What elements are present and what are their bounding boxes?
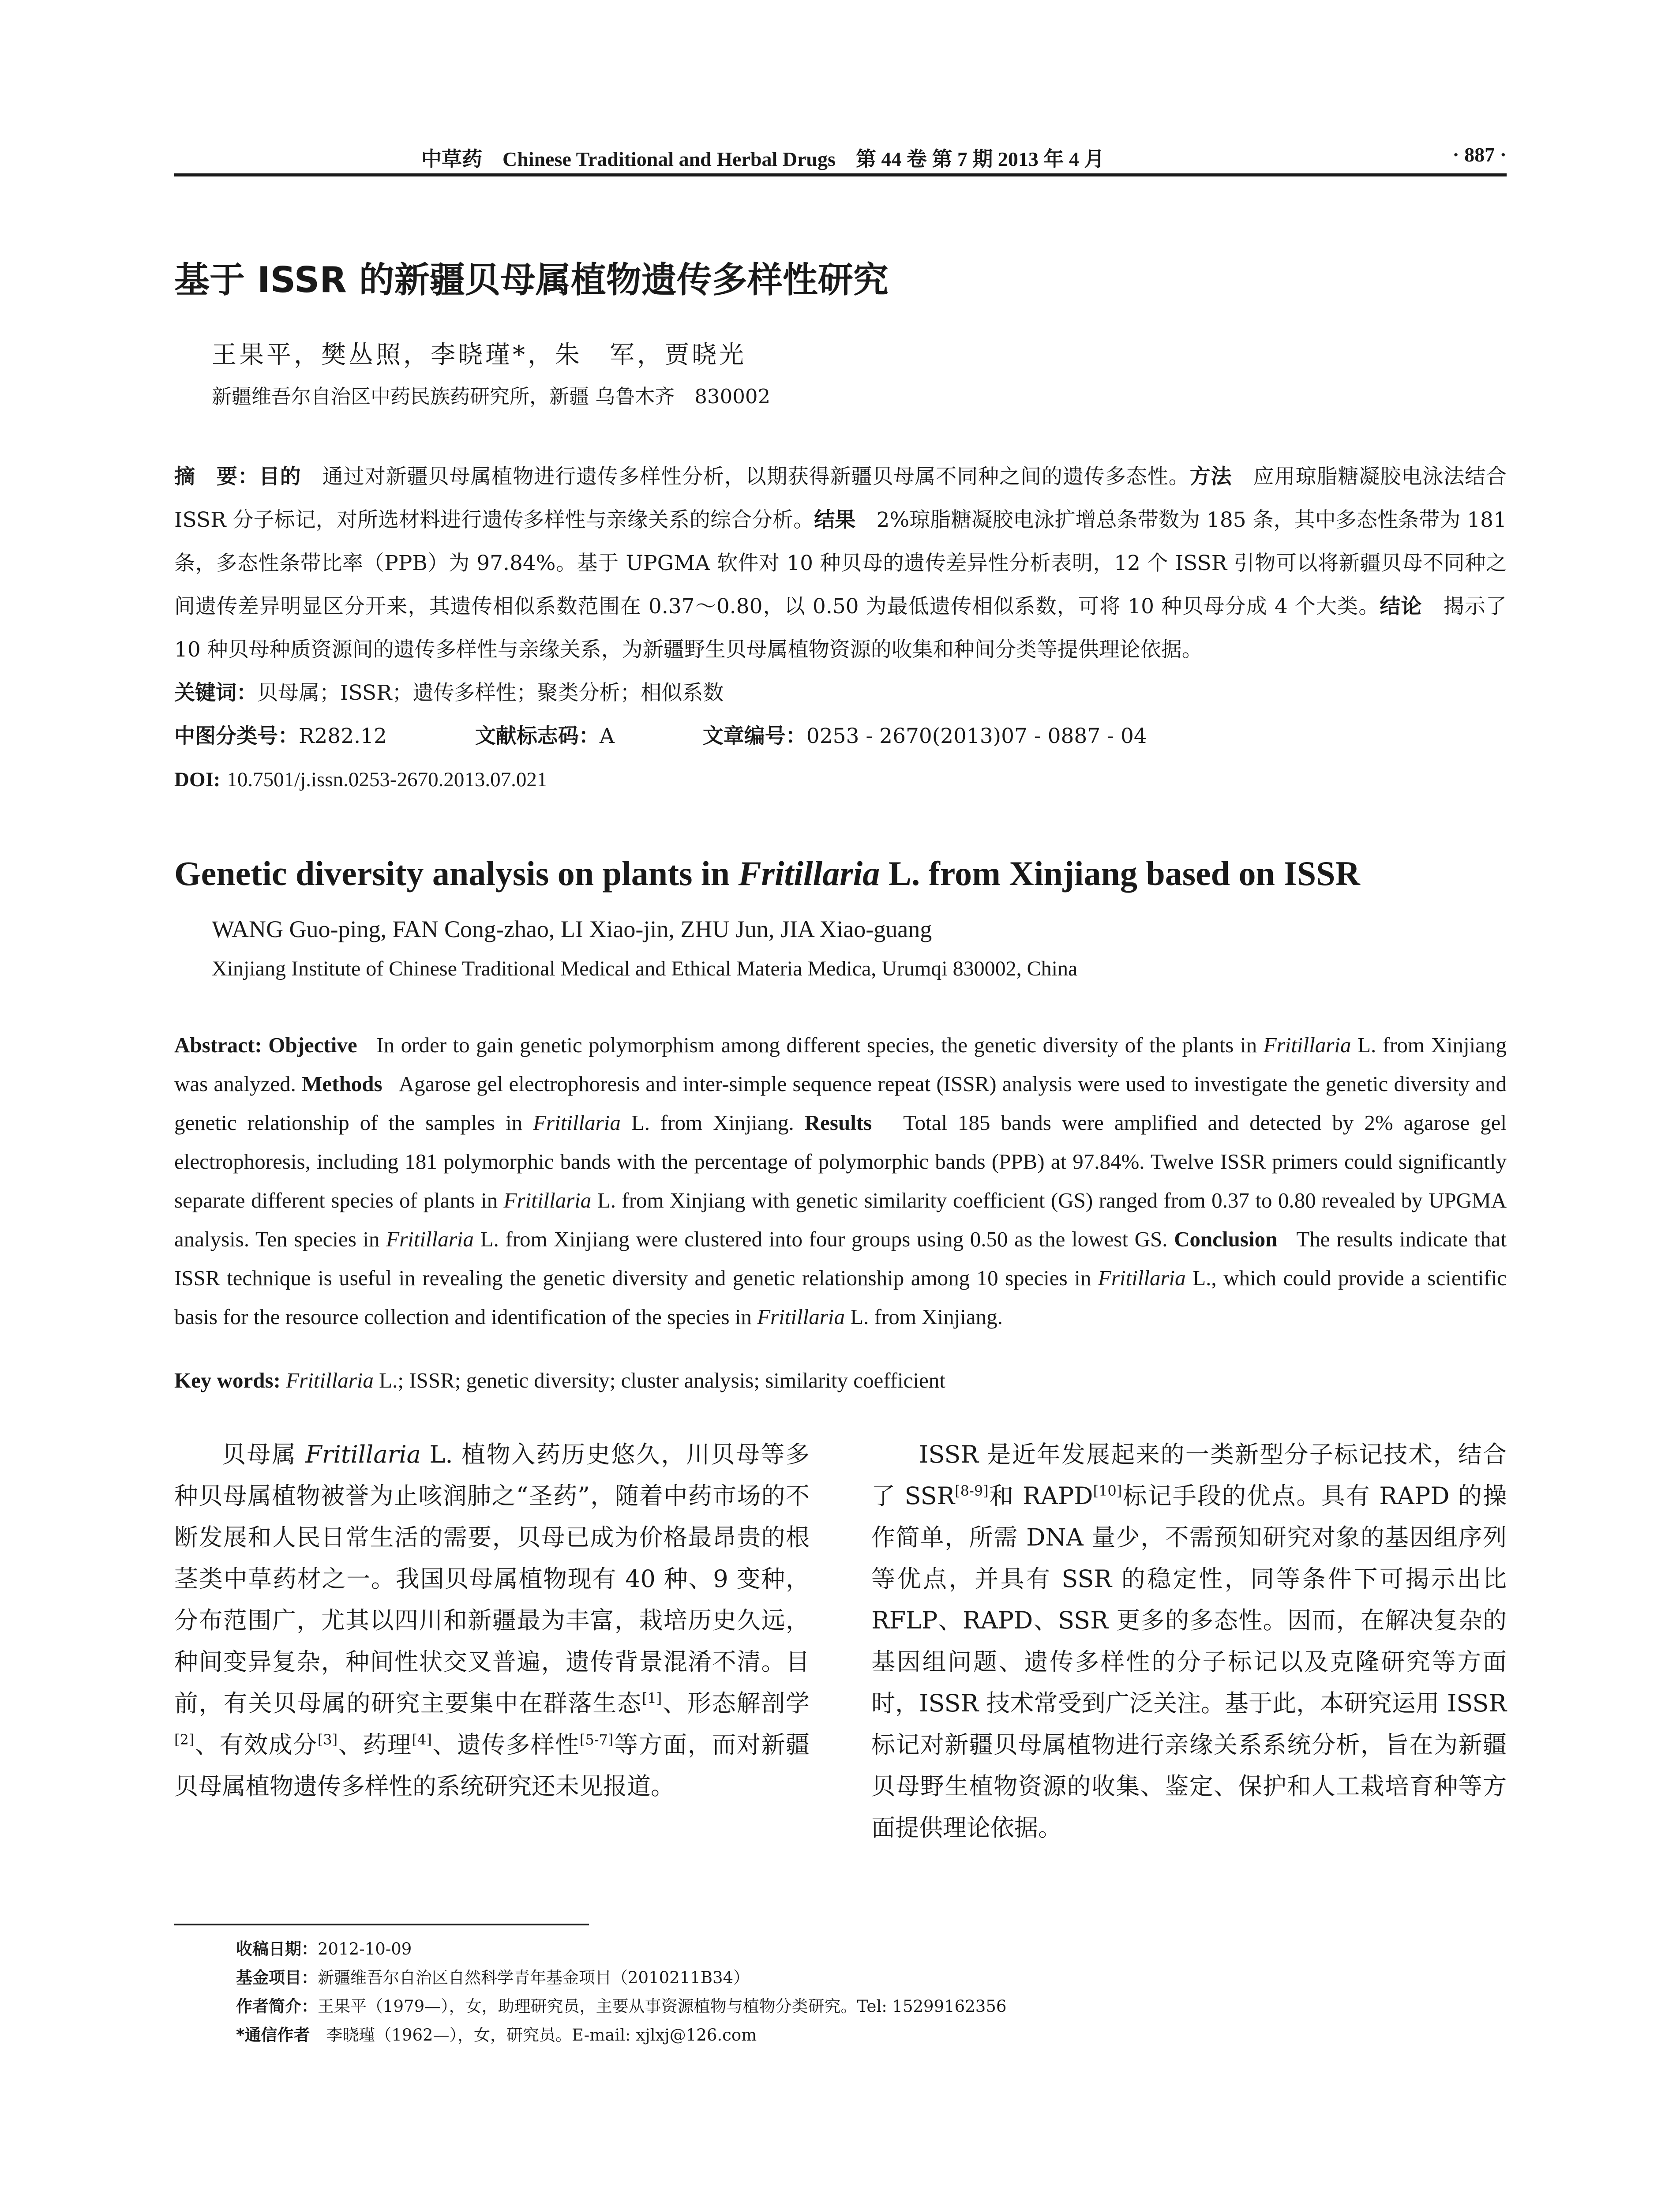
body-text: 、形态解剖学 xyxy=(662,1689,810,1717)
abstract-label: 摘 要： xyxy=(174,465,259,489)
running-header xyxy=(174,140,1507,171)
page-number: · 887 · xyxy=(1452,143,1507,166)
en-results-text: Total 185 bands were amplified and detected by 2% agarose gel electrophoresis, including 181 polymorphic bands with the percentage of polymorphic bands (PPB) at 97.84%. Twelve ISSR primers could significantly separate different species of plants in xyxy=(174,1111,1507,1212)
body-text: ISSR 是近年发展起来的一类新型分子标记技术，结合了 SSR xyxy=(871,1441,1507,1510)
en-conclusion-text: The results indicate that ISSR technique is useful in revealing the genetic diversity and genetic relationship among 10 species in xyxy=(174,1227,1507,1290)
citation: [2] xyxy=(174,1731,195,1748)
body-text: L. 植物入药历史悠久，川贝母等多种贝母属植物被誉为止咳润肺之“圣药”，随着中药市场的不断发展和人民日常生活的需要，贝母已成为价格最昂贵的根茎类中草药材之一。我国贝母属植物现有 40 种、9 变种，分布范围广，尤其以四川和新疆最为丰富，栽培历史久远，种间变异复杂，种间性状交叉普遍，遗传背景混淆不清。目前，有关贝母属的研究主要集中在群落生态 xyxy=(174,1441,810,1717)
chinese-title: 基于 ISSR 的新疆贝母属植物遗传多样性研究 xyxy=(174,259,889,300)
genus-italic: Fritillaria xyxy=(305,1441,421,1468)
header-rule xyxy=(174,173,1507,176)
citation: [3] xyxy=(317,1731,338,1748)
en-results-end: L. from Xinjiang were clustered into four groups using 0.50 as the lowest GS. xyxy=(473,1227,1174,1251)
body-text: 、有效成分 xyxy=(194,1731,318,1759)
genus-italic: Fritillaria xyxy=(503,1188,592,1212)
body-paragraph xyxy=(174,1434,810,1807)
en-abstract-label: Abstract: Objective xyxy=(174,1033,357,1057)
en-results-mid: L. from Xinjiang with genetic similarity coefficient (GS) ranged from 0.37 to 0.80 revealed by UPGMA analysis. Ten species in xyxy=(174,1188,1507,1251)
body-text: 和 RAPD xyxy=(988,1482,1093,1510)
english-keywords xyxy=(174,1368,945,1393)
body-column-right xyxy=(871,1434,1507,1849)
article-no-value: 0253 - 2670(2013)07 - 0887 - 04 xyxy=(806,724,1147,748)
citation: [5-7] xyxy=(579,1731,614,1748)
genus-italic: Fritillaria xyxy=(1263,1033,1351,1057)
genus-italic: Fritillaria xyxy=(1098,1266,1186,1290)
keywords-label: 关键词： xyxy=(174,681,257,705)
genus-italic: Fritillaria xyxy=(757,1305,845,1329)
body-text: 标记手段的优点。具有 RAPD 的操作简单，所需 DNA 量少，不需预知研究对象的基因组序列等优点，并具有 SSR 的稳定性，同等条件下可揭示出比 RFLP、RAPD、SSR 更多的多态性。因而，在解决复杂的基因组问题、遗传多样性的分子标记以及克隆研究等方面时，ISSR 技术常受到广泛关注。基于此，本研究运用 ISSR 标记对新疆贝母属植物进行亲缘关系系统分析，旨在为新疆贝母野生植物资源的收集、鉴定、保护和人工栽培育种等方面提供理论依据。 xyxy=(871,1482,1507,1842)
english-abstract xyxy=(174,1026,1507,1336)
citation: [4] xyxy=(412,1731,432,1748)
footnote-author xyxy=(236,1992,1006,2021)
footnote-received xyxy=(236,1935,1006,1963)
methods-label: 方法 xyxy=(1189,465,1232,489)
footnote-text: 2012-10-09 xyxy=(318,1940,412,1958)
journal-info: 中草药 Chinese Traditional and Herbal Drugs 第 44 卷 第 7 期 2013 年 4 月 xyxy=(421,148,1105,170)
genus-italic: Fritillaria xyxy=(286,1368,374,1392)
conclusion-label: 结论 xyxy=(1380,594,1422,619)
results-text: 2%琼脂糖凝胶电泳扩增总条带数为 185 条，其中多态性条带为 181 条，多态性条带比率（PPB）为 97.84%。基于 UPGMA 软件对 10 种贝母的遗传差异性分析表明，12 个 ISSR 引物可以将新疆贝母不同种之间遗传差异明显区分开来，其遗传相似系数范围在 0.37～0.80，以 0.50 为最低遗传相似系数，可将 10 种贝母分成 4 个大类。 xyxy=(174,508,1507,619)
article-no-label: 文章编号： xyxy=(702,724,806,748)
en-methods-text: Agarose gel electrophoresis and inter-simple sequence repeat (ISSR) analysis were used to investigate the genetic diversity and genetic relationship of the samples in xyxy=(174,1072,1507,1135)
footnote-label: 收稿日期： xyxy=(236,1940,318,1958)
footnote-label: *通信作者 xyxy=(236,2026,310,2045)
en-keywords-label: Key words: xyxy=(174,1368,281,1392)
body-column-left xyxy=(174,1434,810,1807)
classification-line xyxy=(174,715,1507,758)
doc-code-value: A xyxy=(599,724,615,748)
citation: [10] xyxy=(1093,1482,1122,1499)
keywords-text: 贝母属；ISSR；遗传多样性；聚类分析；相似系数 xyxy=(257,681,724,705)
en-conclusion-label: Conclusion xyxy=(1174,1227,1278,1251)
chinese-authors: 王果平，樊丛照，李晓瑾*，朱 军，贾晓光 xyxy=(212,341,746,369)
footnotes xyxy=(236,1935,1006,2049)
body-text: 等方面，而对新疆贝母属植物遗传多样性的系统研究还未见报道。 xyxy=(174,1731,810,1800)
citation: [1] xyxy=(641,1690,662,1707)
genus-italic: Fritillaria xyxy=(533,1111,621,1135)
en-methods-end: L. from Xinjiang. xyxy=(620,1111,805,1135)
doc-code-label: 文献标志码： xyxy=(475,724,600,748)
doi-value: 10.7501/j.issn.0253-2670.2013.07.021 xyxy=(227,768,548,791)
en-conclusion-mid: L., which could provide a scientific basis for the resource collection and identification of the species in xyxy=(174,1266,1507,1329)
footnote-text: 新疆维吾尔自治区自然科学青年基金项目（2010211B34） xyxy=(318,1968,750,1987)
body-text: 、药理 xyxy=(338,1731,412,1759)
chinese-abstract xyxy=(174,455,1507,801)
english-title-genus: Fritillaria xyxy=(738,854,880,893)
clc-label: 中图分类号： xyxy=(174,724,299,748)
body-text: 、遗传多样性 xyxy=(431,1731,580,1759)
en-results-label: Results xyxy=(804,1111,872,1135)
body-paragraph xyxy=(871,1434,1507,1849)
english-authors: WANG Guo-ping, FAN Cong-zhao, LI Xiao-jin, ZHU Jun, JIA Xiao-guang xyxy=(212,916,932,942)
doi-line xyxy=(174,758,1507,801)
citation: [8-9] xyxy=(955,1482,989,1499)
footnote-rule xyxy=(174,1924,589,1925)
footnote-text: 李晓瑾（1962—），女，研究员。E-mail: xjlxj@126.com xyxy=(326,2026,757,2045)
english-title-pre: Genetic diversity analysis on plants in xyxy=(174,854,739,893)
footnote-label: 作者简介： xyxy=(236,1997,318,2016)
results-label: 结果 xyxy=(814,508,856,532)
en-objective-end: L. from Xinjiang was analyzed. xyxy=(174,1033,1507,1096)
en-keywords-text: L.; ISSR; genetic diversity; cluster analysis; similarity coefficient xyxy=(373,1368,945,1392)
genus-italic: Fritillaria xyxy=(386,1227,474,1251)
footnote-corresponding xyxy=(236,2021,1006,2049)
en-conclusion-end: L. from Xinjiang. xyxy=(844,1305,1003,1329)
english-affiliation: Xinjiang Institute of Chinese Traditional Medical and Ethical Materia Medica, Urumqi 830002, China xyxy=(212,957,1078,980)
english-title xyxy=(174,854,1360,893)
footnote-label: 基金项目： xyxy=(236,1968,318,1987)
objective-text: 通过对新疆贝母属植物进行遗传多样性分析，以期获得新疆贝母属不同种之间的遗传多态性。 xyxy=(322,465,1190,489)
footnote-text: 王果平（1979—），女，助理研究员，主要从事资源植物与植物分类研究。Tel: 15299162356 xyxy=(318,1997,1007,2016)
objective-label: 目的 xyxy=(259,465,301,489)
chinese-keywords xyxy=(174,672,1507,715)
english-title-post: L. from Xinjiang based on ISSR xyxy=(880,854,1360,893)
en-methods-label: Methods xyxy=(302,1072,382,1096)
conclusion-text: 揭示了 10 种贝母种质资源间的遗传多样性与亲缘关系，为新疆野生贝母属植物资源的收集和种间分类等提供理论依据。 xyxy=(174,594,1507,662)
body-text: 贝母属 xyxy=(222,1441,306,1468)
doi-label: DOI: xyxy=(174,768,221,791)
en-objective-text: In order to gain genetic polymorphism among different species, the genetic diversity of the plants in xyxy=(376,1033,1264,1057)
clc-value: R282.12 xyxy=(299,724,387,748)
footnote-fund xyxy=(236,1963,1006,1992)
methods-text: 应用琼脂糖凝胶电泳法结合 ISSR 分子标记，对所选材料进行遗传多样性与亲缘关系的综合分析。 xyxy=(174,465,1507,532)
chinese-affiliation: 新疆维吾尔自治区中药民族药研究所，新疆 乌鲁木齐 830002 xyxy=(212,385,771,408)
